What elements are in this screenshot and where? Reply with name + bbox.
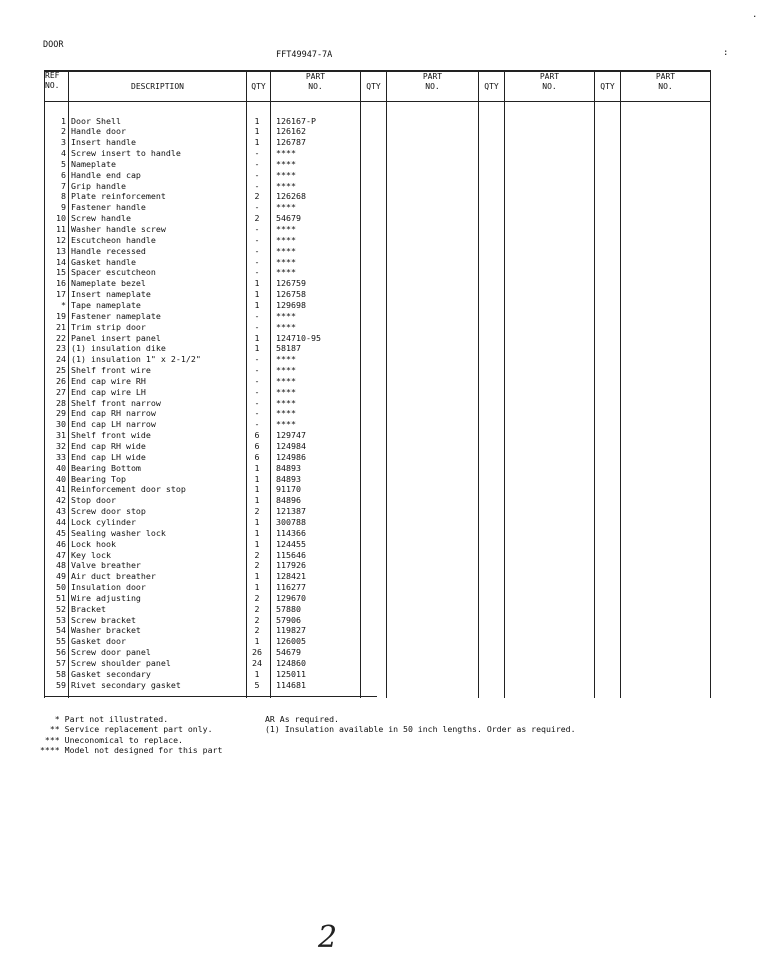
- header-part-3: PART NO.: [539, 72, 560, 91]
- description-cell: Handle recessed: [71, 245, 146, 256]
- qty-cell: 2: [254, 560, 260, 571]
- ref-cell: 3: [61, 137, 66, 148]
- ref-cell: 58: [56, 668, 66, 679]
- ref-cell: 29: [56, 408, 66, 419]
- part-number-cell: 300788: [276, 516, 306, 527]
- part-number-cell: 126758: [276, 289, 306, 300]
- ref-cell: 25: [56, 365, 66, 376]
- description-cell: Shelf front wide: [71, 430, 151, 441]
- description-cell: End cap LH wide: [71, 451, 146, 462]
- qty-cell: -: [254, 256, 260, 267]
- table-row: [44, 126, 711, 137]
- description-cell: Lock hook: [71, 538, 116, 549]
- description-cell: Fastener handle: [71, 202, 146, 213]
- qty-cell: -: [254, 180, 260, 191]
- description-cell: (1) insulation 1" x 2-1/2": [71, 354, 201, 365]
- part-number-cell: ****: [276, 321, 296, 332]
- part-number-cell: ****: [276, 148, 296, 159]
- table-row: [44, 517, 711, 528]
- description-cell: Wire adjusting: [71, 592, 141, 603]
- table-top-rule: [44, 70, 711, 72]
- table-row: [44, 333, 711, 344]
- ref-cell: 8: [61, 191, 66, 202]
- model-number: FFT49947-7A: [276, 50, 333, 60]
- part-number-cell: ****: [276, 386, 296, 397]
- part-number-cell: ****: [276, 169, 296, 180]
- description-cell: Insulation door: [71, 582, 146, 593]
- ref-cell: 45: [56, 527, 66, 538]
- ref-cell: 46: [56, 538, 66, 549]
- part-number-cell: 126268: [276, 191, 306, 202]
- part-number-cell: ****: [276, 419, 296, 430]
- qty-cell: -: [254, 234, 260, 245]
- qty-cell: 1: [254, 137, 260, 148]
- ref-cell: 24: [56, 354, 66, 365]
- table-row: [44, 604, 711, 615]
- part-number-cell: 124984: [276, 441, 306, 451]
- qty-cell: -: [254, 310, 260, 321]
- description-cell: Gasket door: [71, 636, 126, 647]
- qty-cell: 24: [252, 658, 262, 668]
- table-row: [44, 582, 711, 593]
- qty-cell: 2: [254, 592, 260, 603]
- qty-cell: 6: [254, 441, 260, 451]
- description-cell: End cap wire LH: [71, 386, 146, 397]
- table-row: [44, 550, 711, 561]
- description-cell: Screw door panel: [71, 647, 151, 658]
- qty-cell: 6: [254, 430, 260, 441]
- qty-cell: 1: [254, 343, 260, 354]
- table-row: [44, 484, 711, 495]
- table-row: [44, 387, 711, 398]
- handwritten-page-number: 2: [318, 920, 338, 955]
- description-cell: Bearing Bottom: [71, 462, 141, 473]
- table-row: [44, 658, 711, 669]
- table-row: [44, 235, 711, 246]
- part-number-cell: 114366: [276, 527, 306, 538]
- description-cell: Handle end cap: [71, 169, 141, 180]
- table-row: [44, 137, 711, 148]
- description-cell: Handle door: [71, 126, 126, 137]
- description-cell: Door Shell: [71, 115, 121, 126]
- qty-cell: 26: [252, 647, 262, 658]
- ref-cell: 33: [56, 451, 66, 462]
- description-cell: Fastener nameplate: [71, 310, 161, 321]
- qty-cell: -: [254, 245, 260, 256]
- table-row: [44, 441, 711, 452]
- part-number-cell: 114681: [276, 679, 306, 690]
- footnotes: [40, 714, 222, 755]
- description-cell: Panel insert panel: [71, 332, 161, 343]
- part-number-cell: 119827: [276, 625, 306, 636]
- table-row: [44, 191, 711, 202]
- part-number-cell: ****: [276, 256, 296, 267]
- table-row: [44, 322, 711, 333]
- ref-cell: 57: [56, 658, 66, 668]
- header-qty-3: QTY: [484, 82, 499, 91]
- part-number-cell: 91170: [276, 484, 301, 495]
- table-row: [44, 148, 711, 159]
- table-row: [44, 159, 711, 170]
- header-bottom-rule: [44, 101, 711, 102]
- qty-cell: 1: [254, 668, 260, 679]
- qty-cell: -: [254, 224, 260, 234]
- header-qty-1: QTY: [251, 82, 266, 91]
- ref-cell: 41: [56, 484, 66, 495]
- description-cell: Reinforcement door stop: [71, 484, 186, 495]
- ref-cell: 19: [56, 310, 66, 321]
- footnote-2: ** Service replacement part only.: [40, 724, 213, 735]
- description-cell: Key lock: [71, 549, 111, 560]
- description-cell: Shelf front narrow: [71, 397, 161, 408]
- part-number-cell: ****: [276, 158, 296, 169]
- ref-cell: 49: [56, 571, 66, 582]
- qty-cell: -: [254, 321, 260, 332]
- table-row: [44, 647, 711, 658]
- ref-cell: 6: [61, 169, 66, 180]
- ref-cell: 51: [56, 592, 66, 603]
- description-cell: (1) insulation dike: [71, 343, 166, 354]
- table-row: [44, 181, 711, 192]
- ref-cell: 52: [56, 603, 66, 614]
- part-number-cell: ****: [276, 365, 296, 376]
- part-number-cell: 121387: [276, 506, 306, 517]
- part-number-cell: 115646: [276, 549, 306, 560]
- part-number-cell: ****: [276, 408, 296, 419]
- description-cell: End cap LH narrow: [71, 419, 156, 430]
- table-row: [44, 615, 711, 626]
- table-row: [44, 452, 711, 463]
- description-cell: Gasket secondary: [71, 668, 151, 679]
- description-cell: Escutcheon handle: [71, 234, 156, 245]
- part-number-cell: 125011: [276, 668, 306, 679]
- table-row: [44, 289, 711, 300]
- part-number-cell: 84896: [276, 495, 301, 506]
- part-number-cell: 124455: [276, 538, 306, 549]
- ref-cell: 13: [56, 245, 66, 256]
- part-number-cell: 57906: [276, 614, 301, 625]
- part-number-cell: 84893: [276, 462, 301, 473]
- qty-cell: -: [254, 386, 260, 397]
- description-cell: End cap RH wide: [71, 441, 146, 451]
- note-as-required: AR As required.: [265, 714, 339, 724]
- parts-table: [44, 70, 711, 698]
- description-cell: Rivet secondary gasket: [71, 679, 181, 690]
- table-row: [44, 257, 711, 268]
- qty-cell: 1: [254, 495, 260, 506]
- header-qty-2: QTY: [366, 82, 381, 91]
- table-row: [44, 560, 711, 571]
- table-row: [44, 680, 711, 691]
- header-description: DESCRIPTION: [131, 82, 184, 91]
- qty-cell: 1: [254, 538, 260, 549]
- description-cell: Nameplate bezel: [71, 278, 146, 289]
- ref-cell: 43: [56, 506, 66, 517]
- part-number-cell: 126167-P: [276, 115, 316, 126]
- description-cell: Spacer escutcheon: [71, 267, 156, 278]
- qty-cell: 1: [254, 582, 260, 593]
- description-cell: Gasket handle: [71, 256, 136, 267]
- ref-cell: 16: [56, 278, 66, 289]
- header-part-2: PART NO.: [422, 72, 443, 91]
- part-number-cell: 57880: [276, 603, 301, 614]
- part-number-cell: 124986: [276, 451, 306, 462]
- ref-cell: *: [61, 299, 66, 310]
- table-row: [44, 365, 711, 376]
- table-row: [44, 625, 711, 636]
- part-number-cell: ****: [276, 245, 296, 256]
- qty-cell: 6: [254, 451, 260, 462]
- ref-cell: 7: [61, 180, 66, 191]
- table-row: [44, 170, 711, 181]
- qty-cell: 1: [254, 473, 260, 484]
- qty-cell: 1: [254, 527, 260, 538]
- part-number-cell: 58187: [276, 343, 301, 354]
- ref-cell: 5: [61, 158, 66, 169]
- ref-cell: 48: [56, 560, 66, 571]
- description-cell: Screw door stop: [71, 506, 146, 517]
- part-number-cell: 124710-95: [276, 332, 321, 343]
- table-row: [44, 463, 711, 474]
- description-cell: Air duct breather: [71, 571, 156, 582]
- qty-cell: 2: [254, 625, 260, 636]
- qty-cell: -: [254, 202, 260, 213]
- ref-cell: 22: [56, 332, 66, 343]
- qty-cell: 2: [254, 614, 260, 625]
- part-number-cell: ****: [276, 267, 296, 278]
- qty-cell: -: [254, 148, 260, 159]
- table-row: [44, 506, 711, 517]
- qty-cell: -: [254, 354, 260, 365]
- part-number-cell: 126005: [276, 636, 306, 647]
- part-number-cell: 124860: [276, 658, 306, 668]
- table-row: [44, 376, 711, 387]
- table-row: [44, 267, 711, 278]
- description-cell: Lock cylinder: [71, 516, 136, 527]
- header-ref: REF NO.: [45, 71, 60, 90]
- qty-cell: 2: [254, 603, 260, 614]
- ref-cell: 40: [56, 473, 66, 484]
- table-row: [44, 202, 711, 213]
- ref-cell: 59: [56, 679, 66, 690]
- footnote-4: **** Model not designed for this part: [40, 744, 223, 755]
- ref-cell: 31: [56, 430, 66, 441]
- table-row: [44, 669, 711, 680]
- qty-cell: 1: [254, 289, 260, 300]
- notes: [265, 714, 576, 735]
- margin-mark: :: [723, 48, 729, 58]
- part-number-cell: 129670: [276, 592, 306, 603]
- ref-cell: 47: [56, 549, 66, 560]
- description-cell: Screw shoulder panel: [71, 658, 171, 668]
- ref-cell: 17: [56, 289, 66, 300]
- part-number-cell: 54679: [276, 213, 301, 224]
- qty-cell: 1: [254, 636, 260, 647]
- qty-cell: -: [254, 419, 260, 430]
- table-row: [44, 246, 711, 257]
- qty-cell: 2: [254, 506, 260, 517]
- description-cell: Screw insert to handle: [71, 148, 181, 159]
- header-qty-4: QTY: [600, 82, 615, 91]
- qty-cell: 1: [254, 278, 260, 289]
- ref-cell: 9: [61, 202, 66, 213]
- description-cell: Valve breather: [71, 560, 141, 571]
- qty-cell: -: [254, 408, 260, 419]
- ref-cell: 40: [56, 462, 66, 473]
- part-number-cell: 126787: [276, 137, 306, 148]
- table-row: [44, 593, 711, 604]
- table-row: [44, 354, 711, 365]
- ref-cell: 56: [56, 647, 66, 658]
- description-cell: Shelf front wire: [71, 365, 151, 376]
- qty-cell: 1: [254, 332, 260, 343]
- part-number-cell: 126162: [276, 126, 306, 137]
- header-part-1: PART NO.: [305, 72, 326, 91]
- part-number-cell: ****: [276, 354, 296, 365]
- qty-cell: 2: [254, 549, 260, 560]
- ref-cell: 10: [56, 213, 66, 224]
- description-cell: Bearing Top: [71, 473, 126, 484]
- ref-cell: 27: [56, 386, 66, 397]
- table-row: [44, 343, 711, 354]
- section-title: DOOR: [43, 40, 64, 50]
- description-cell: Bracket: [71, 603, 106, 614]
- ref-cell: 28: [56, 397, 66, 408]
- ref-cell: 4: [61, 148, 66, 159]
- table-row: [44, 311, 711, 322]
- table-row: [44, 430, 711, 441]
- ref-cell: 1: [61, 115, 66, 126]
- part-number-cell: ****: [276, 180, 296, 191]
- table-row: [44, 571, 711, 582]
- ref-cell: 30: [56, 419, 66, 430]
- qty-cell: 1: [254, 115, 260, 126]
- part-number-cell: ****: [276, 375, 296, 386]
- description-cell: Insert nameplate: [71, 289, 151, 300]
- ref-cell: 50: [56, 582, 66, 593]
- part-number-cell: ****: [276, 202, 296, 213]
- part-number-cell: 129698: [276, 299, 306, 310]
- qty-cell: -: [254, 158, 260, 169]
- qty-cell: 5: [254, 679, 260, 690]
- part-number-cell: 129747: [276, 430, 306, 441]
- ref-cell: 15: [56, 267, 66, 278]
- qty-cell: -: [254, 365, 260, 376]
- table-row: [44, 278, 711, 289]
- description-cell: Insert handle: [71, 137, 136, 148]
- ref-cell: 32: [56, 441, 66, 451]
- table-row: [44, 213, 711, 224]
- part-number-cell: ****: [276, 224, 296, 234]
- qty-cell: 1: [254, 484, 260, 495]
- ref-cell: 44: [56, 516, 66, 527]
- qty-cell: -: [254, 397, 260, 408]
- qty-cell: 1: [254, 299, 260, 310]
- qty-cell: -: [254, 375, 260, 386]
- ref-cell: 26: [56, 375, 66, 386]
- part-number-cell: 126759: [276, 278, 306, 289]
- description-cell: End cap wire RH: [71, 375, 146, 386]
- table-row: [44, 224, 711, 235]
- part-number-cell: ****: [276, 397, 296, 408]
- header-part-4: PART NO.: [655, 72, 676, 91]
- qty-cell: -: [254, 169, 260, 180]
- table-row: [44, 539, 711, 550]
- table-row: [44, 116, 711, 127]
- table-row: [44, 636, 711, 647]
- description-cell: Washer handle screw: [71, 224, 166, 234]
- part-number-cell: 128421: [276, 571, 306, 582]
- ref-cell: 21: [56, 321, 66, 332]
- qty-cell: 1: [254, 516, 260, 527]
- ref-cell: 11: [56, 224, 66, 234]
- description-cell: Trim strip door: [71, 321, 146, 332]
- ref-cell: 53: [56, 614, 66, 625]
- table-row: [44, 495, 711, 506]
- description-cell: Plate reinforcement: [71, 191, 166, 202]
- ref-cell: 42: [56, 495, 66, 506]
- description-cell: Grip handle: [71, 180, 126, 191]
- description-cell: Screw bracket: [71, 614, 136, 625]
- part-number-cell: 116277: [276, 582, 306, 593]
- qty-cell: 2: [254, 191, 260, 202]
- qty-cell: 1: [254, 126, 260, 137]
- description-cell: Washer bracket: [71, 625, 141, 636]
- table-row: [44, 419, 711, 430]
- footnote-3: *** Uneconomical to replace.: [40, 734, 183, 745]
- table-row: [44, 408, 711, 419]
- qty-cell: 1: [254, 571, 260, 582]
- qty-cell: -: [254, 267, 260, 278]
- ref-cell: 23: [56, 343, 66, 354]
- description-cell: End cap RH narrow: [71, 408, 156, 419]
- ref-cell: 12: [56, 234, 66, 245]
- table-bottom-rule: [44, 696, 377, 697]
- description-cell: Nameplate: [71, 158, 116, 169]
- footnote-1: * Part not illustrated.: [40, 714, 169, 724]
- table-row: [44, 398, 711, 409]
- qty-cell: 1: [254, 462, 260, 473]
- description-cell: Stop door: [71, 495, 116, 506]
- ref-cell: 2: [61, 126, 66, 137]
- qty-cell: 2: [254, 213, 260, 224]
- part-number-cell: ****: [276, 310, 296, 321]
- ref-cell: 14: [56, 256, 66, 267]
- part-number-cell: 54679: [276, 647, 301, 658]
- part-number-cell: ****: [276, 234, 296, 245]
- note-insulation: (1) Insulation available in 50 inch lengths. Order as required.: [265, 724, 576, 735]
- edge-speck: .: [752, 10, 757, 20]
- ref-cell: 55: [56, 636, 66, 647]
- part-number-cell: 84893: [276, 473, 301, 484]
- table-row: [44, 528, 711, 539]
- table-row: [44, 474, 711, 485]
- ref-cell: 54: [56, 625, 66, 636]
- description-cell: Tape nameplate: [71, 299, 141, 310]
- description-cell: Sealing washer lock: [71, 527, 166, 538]
- description-cell: Screw handle: [71, 213, 131, 224]
- table-row: [44, 300, 711, 311]
- part-number-cell: 117926: [276, 560, 306, 571]
